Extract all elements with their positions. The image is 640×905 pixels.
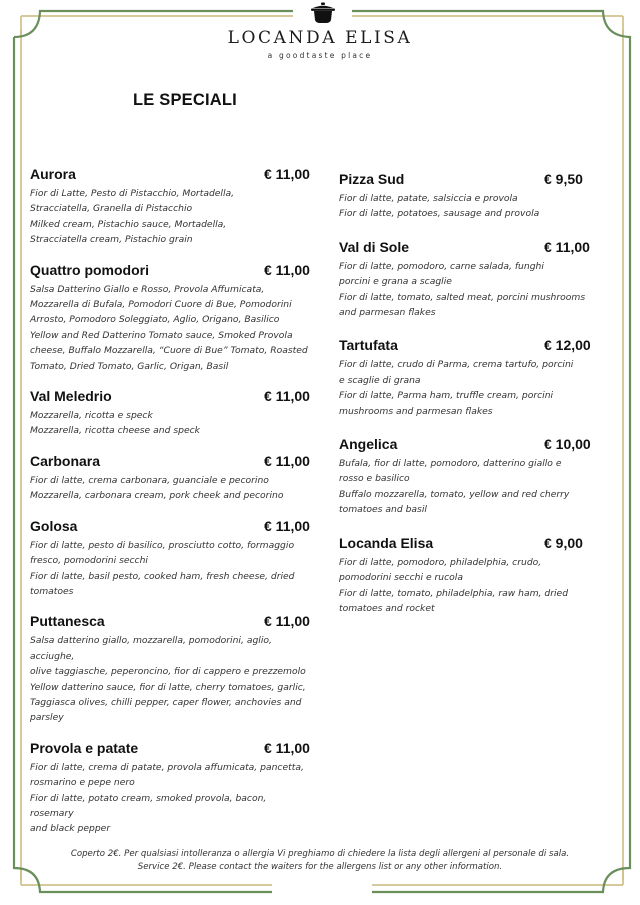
description-line: Fior di latte, Parma ham, truffle cream, porcini (339, 390, 554, 402)
item-price: € 11,00 (264, 613, 310, 630)
description-line: olive taggiasche, peperoncino, fior di cappero e prezzemolo (30, 666, 306, 678)
description-line: pomodorini secchi e rucola (339, 572, 463, 584)
item-name: Carbonara (30, 452, 101, 469)
item-description (30, 538, 312, 600)
item-description (339, 191, 594, 222)
description-line: Tomato, Dried Tomato, Garlic, Origan, Basil (30, 360, 229, 372)
description-line: porcini e grana a scaglie (339, 276, 452, 288)
item-price: € 12,00 (544, 337, 591, 354)
description-line: Fior di latte, pesto di basilico, prosciutto cotto, formaggio (30, 539, 295, 551)
item-description (30, 408, 312, 439)
item-description (339, 555, 594, 617)
menu-item-locanda-elisa (339, 535, 594, 617)
item-price: € 9,00 (544, 534, 583, 551)
section-title: LE SPECIALI (133, 91, 237, 109)
item-description (339, 259, 594, 321)
item-price: € 11,00 (264, 261, 310, 278)
description-line: tomatoes and rocket (339, 602, 435, 614)
description-line: e scaglie di grana (339, 374, 421, 386)
item-name: Locanda Elisa (339, 534, 434, 551)
item-name: Pizza Sud (339, 171, 405, 187)
menu-item-golosa (30, 518, 312, 600)
description-line: parsley (30, 712, 64, 724)
footer-line-italian: Coperto 2€. Per qualsiasi intolleranza o allergia Vi preghiamo di chiedere la lista degli allergeni al personale di sala. (70, 849, 570, 859)
item-name: Puttanesca (30, 613, 105, 630)
item-name: Val di Sole (339, 238, 410, 255)
menu-item-provola-e-patate (30, 740, 312, 837)
menu-item-puttanesca (30, 613, 312, 725)
description-line: Mozzarella, ricotta e speck (30, 410, 153, 422)
description-line: Fior di latte, pomodoro, carne salada, funghi (339, 260, 544, 272)
description-line: Fior di latte, potato cream, smoked provola, bacon, rosemary (30, 792, 267, 819)
description-line: Taggiasca olives, chilli pepper, caper flower, anchovies and (30, 696, 302, 708)
menu-column-right (339, 171, 594, 633)
menu-item-val-di-sole (339, 239, 594, 321)
description-line: Buffalo mozzarella, tomato, yellow and red cherry (339, 488, 570, 500)
item-price: € 11,00 (264, 388, 310, 405)
description-line: Yellow and Red Datterino Tomato sauce, Smoked Provola (30, 329, 293, 341)
description-line: Yellow datterino sauce, fior di latte, cherry tomatoes, garlic, (30, 681, 306, 693)
menu-item-val-meledrio (30, 388, 312, 439)
menu-item-angelica (339, 436, 594, 518)
description-line: Fior di latte, potatoes, sausage and provola (339, 208, 540, 220)
description-line: and black pepper (30, 823, 111, 835)
item-name: Val Meledrio (30, 388, 112, 405)
description-line: Fior di Latte, Pesto di Pistacchio, Mortadella, (30, 188, 235, 199)
description-line: tomatoes (30, 585, 74, 597)
item-price: € 10,00 (544, 436, 591, 453)
description-line: rosso e basilico (339, 473, 410, 485)
item-description (30, 633, 312, 725)
cooking-pot-icon (310, 2, 336, 24)
description-line: and parmesan flakes (339, 307, 436, 319)
description-line: Fior di latte, tomato, salted meat, porcini mushrooms (339, 291, 586, 303)
description-line: Mozzarella di Bufala, Pomodori Cuore di Bue, Pomodorini (30, 299, 292, 311)
item-name: Aurora (30, 166, 76, 182)
description-line: Salsa Datterino Giallo e Rosso, Provola Affumicata, (30, 283, 265, 295)
item-price: € 11,00 (264, 517, 310, 534)
description-line: cheese, Buffalo Mozzarella, “Cuore di Bue” Tomato, Roasted (30, 345, 308, 357)
description-line: Mozzarella, carbonara cream, pork cheek and pecorino (30, 490, 284, 502)
item-description (339, 456, 594, 518)
description-line: Salsa datterino giallo, mozzarella, pomodorini, aglio, acciughe, (30, 635, 272, 662)
item-price: € 11,00 (264, 166, 310, 182)
item-description (30, 282, 312, 374)
item-description (30, 473, 312, 504)
description-line: Stracciatella cream, Pistachio grain (30, 234, 193, 246)
menu-item-pizza-sud (339, 171, 594, 222)
footer-line-english: Service 2€. Please contact the waiters for the allergens list or any other information. (137, 862, 503, 872)
item-price: € 11,00 (264, 739, 310, 756)
description-line: fresco, pomodorini secchi (30, 555, 148, 567)
description-line: Mozzarella, ricotta cheese and speck (30, 425, 200, 437)
description-line: Fior di latte, tomato, philadelphia, raw ham, dried (339, 587, 569, 599)
description-line: Stracciatella, Granella di Pistacchio (30, 203, 193, 215)
description-line: Fior di latte, crema carbonara, guanciale e pecorino (30, 474, 269, 486)
menu-item-carbonara (30, 453, 312, 504)
description-line: Bufala, fior di latte, pomodoro, datterino giallo e (339, 458, 562, 470)
description-line: Arrosto, Pomodoro Soleggiato, Aglio, Origano, Basilico (30, 314, 280, 326)
description-line: mushrooms and parmesan flakes (339, 405, 493, 417)
item-price: € 11,00 (544, 238, 590, 255)
item-description (339, 357, 594, 419)
menu-item-aurora (30, 166, 312, 248)
item-price: € 11,00 (264, 452, 310, 469)
description-line: Fior di latte, crema di patate, provola affumicata, pancetta, (30, 761, 304, 773)
menu-item-quattro-pomodori (30, 262, 312, 374)
item-name: Golosa (30, 517, 78, 534)
description-line: Fior di latte, pomodoro, philadelphia, crudo, (339, 556, 542, 568)
item-name: Tartufata (339, 337, 398, 354)
description-line: Fior di latte, patate, salsiccia e provola (339, 193, 518, 204)
item-price: € 9,50 (544, 171, 583, 187)
footer-note (0, 848, 640, 874)
description-line: rosmarino e pepe nero (30, 777, 135, 789)
menu-column-left (30, 166, 312, 851)
description-line: Fior di latte, basil pesto, cooked ham, fresh cheese, dried (30, 570, 295, 582)
item-name: Provola e patate (30, 739, 139, 756)
item-name: Quattro pomodori (30, 261, 149, 278)
description-line: Fior di latte, crudo di Parma, crema tartufo, porcini (339, 359, 574, 371)
item-description (30, 760, 312, 837)
restaurant-name: LOCANDA ELISA (227, 28, 413, 48)
description-line: tomatoes and basil (339, 504, 427, 516)
menu-item-tartufata (339, 337, 594, 419)
restaurant-tagline: a goodtaste place (267, 51, 373, 60)
item-name: Angelica (339, 436, 398, 453)
item-description (30, 186, 312, 248)
description-line: Milked cream, Pistachio sauce, Mortadella, (30, 218, 227, 230)
